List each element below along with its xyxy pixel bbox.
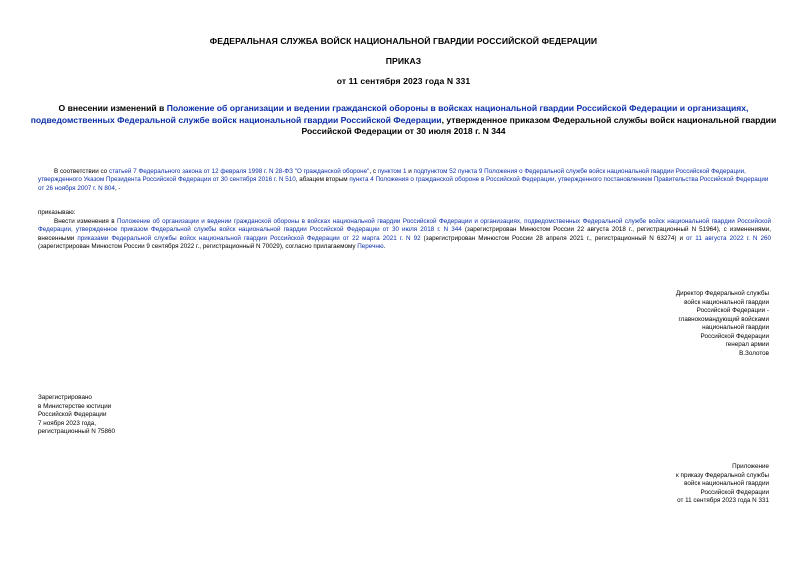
title-prefix: О внесении изменений в (58, 103, 167, 113)
preamble-link-subpoint-52[interactable]: подпунктом 52 пункта 9 Положения о Федеральной службе войск национальной гвардии Российской Федерации, утвержденного Указом Президента Российской Федерации от 30 сентября 2016 г. N 510 (38, 168, 746, 184)
appendix-line: войск национальной гвардии (684, 480, 769, 487)
body-text-2: (зарегистрирован Минюстом России 22 августа 2018 г., регистрационный N 51964), с изменениями, внесенными (38, 226, 772, 242)
agency-name: ФЕДЕРАЛЬНАЯ СЛУЖБА ВОЙСК НАЦИОНАЛЬНОЙ ГВАРДИИ РОССИЙСКОЙ ФЕДЕРАЦИИ (209, 36, 598, 46)
appendix-line: от 11 сентября 2023 года N 331 (677, 497, 769, 504)
body-text-5: . (383, 243, 386, 251)
body-text-4: (зарегистрирован Минюстом России 9 сентября 2022 г., регистрационный N 70029), согласно прилагаемому (38, 243, 358, 251)
preamble-text-1: В соответствии со (54, 168, 109, 175)
registration-block (38, 394, 115, 437)
order-word: приказываю: (38, 209, 76, 216)
signature-line: войск национальной гвардии (684, 298, 769, 306)
appendix-block (676, 463, 769, 506)
signature-line: генерал армии (725, 341, 769, 348)
body-link-orders-2021[interactable]: приказами Федеральной службы войск национальной гвардии Российской Федерации от 22 марта 2021 г. N 92 (77, 234, 421, 242)
signature-line: национальной гвардии (702, 324, 769, 331)
document-type: ПРИКАЗ (385, 56, 422, 66)
preamble-text-3: и (406, 168, 414, 175)
preamble-text-4: , абзацем вторым (295, 176, 350, 184)
signature-line: Российской Федерации - (696, 307, 769, 314)
preamble-text-2: , с (369, 168, 378, 175)
appendix-line: Российской Федерации (700, 488, 769, 496)
title-link-regulation[interactable]: Положение об организации и ведении гражданской обороны в войсках национальной гвардии Российской Федерации и организациях, подведомственных Федеральной службе войск национальной гвардии Российской Федерации (30, 103, 749, 125)
signature-line: Российской Федерации (700, 332, 769, 340)
body-text-1: Внести изменения в (54, 218, 117, 225)
preamble-text-5: , - (114, 184, 121, 192)
registration-line: Зарегистрировано (38, 394, 92, 401)
body-paragraph (38, 218, 771, 252)
registration-line: в Министерстве юстиции (38, 402, 112, 410)
signature-line: главнокомандующий войсками (678, 315, 769, 323)
preamble-link-law-article[interactable]: статьей 7 Федерального закона от 12 февраля 1998 г. N 28-ФЗ "О гражданской обороне" (108, 168, 370, 175)
body-link-order-2022[interactable]: от 11 августа 2022 г. N 260 (686, 234, 771, 242)
appendix-line: Приложение (732, 463, 769, 470)
preamble-paragraph (38, 168, 771, 193)
preamble-link-point-1[interactable]: пунктом 1 (377, 168, 407, 175)
body-text-3: (зарегистрирован Минюстом России 28 апреля 2021 г., регистрационный N 63274) и (420, 234, 687, 242)
preamble-link-point-4[interactable]: пункта 4 Положения о гражданской обороне в Российской Федерации, утвержденного постановлением Правительства Российской Федерации от 26 ноября 2007 г. N 804 (38, 176, 769, 192)
registration-line: 7 ноября 2023 года, (38, 419, 97, 427)
signature-block (676, 290, 769, 358)
document-title (30, 103, 777, 138)
document-date-number: от 11 сентября 2023 года N 331 (336, 76, 471, 86)
registration-line: Российской Федерации (38, 411, 107, 418)
title-suffix: , утвержденное приказом Федеральной службы войск национальной гвардии Российской Федерации от 30 июля 2018 г. N 344 (301, 114, 777, 136)
body-link-list[interactable]: Перечню (357, 243, 384, 251)
appendix-line: к приказу Федеральной службы (676, 471, 769, 479)
registration-line: регистрационный N 75860 (38, 428, 116, 435)
body-link-regulation[interactable]: Положение об организации и ведении гражданской обороны в войсках национальной гвардии Российской Федерации и организациях, подведомственных Федеральной службе войск национальной гвардии Российской Федерации, утвержденное приказом Федеральной службы войск национальной гвардии Российской Федерации от 30 июля 2018 г. N 344 (38, 218, 771, 234)
signature-line: Директор Федеральной службы (675, 290, 769, 297)
signature-name: В.Золотов (739, 349, 769, 357)
